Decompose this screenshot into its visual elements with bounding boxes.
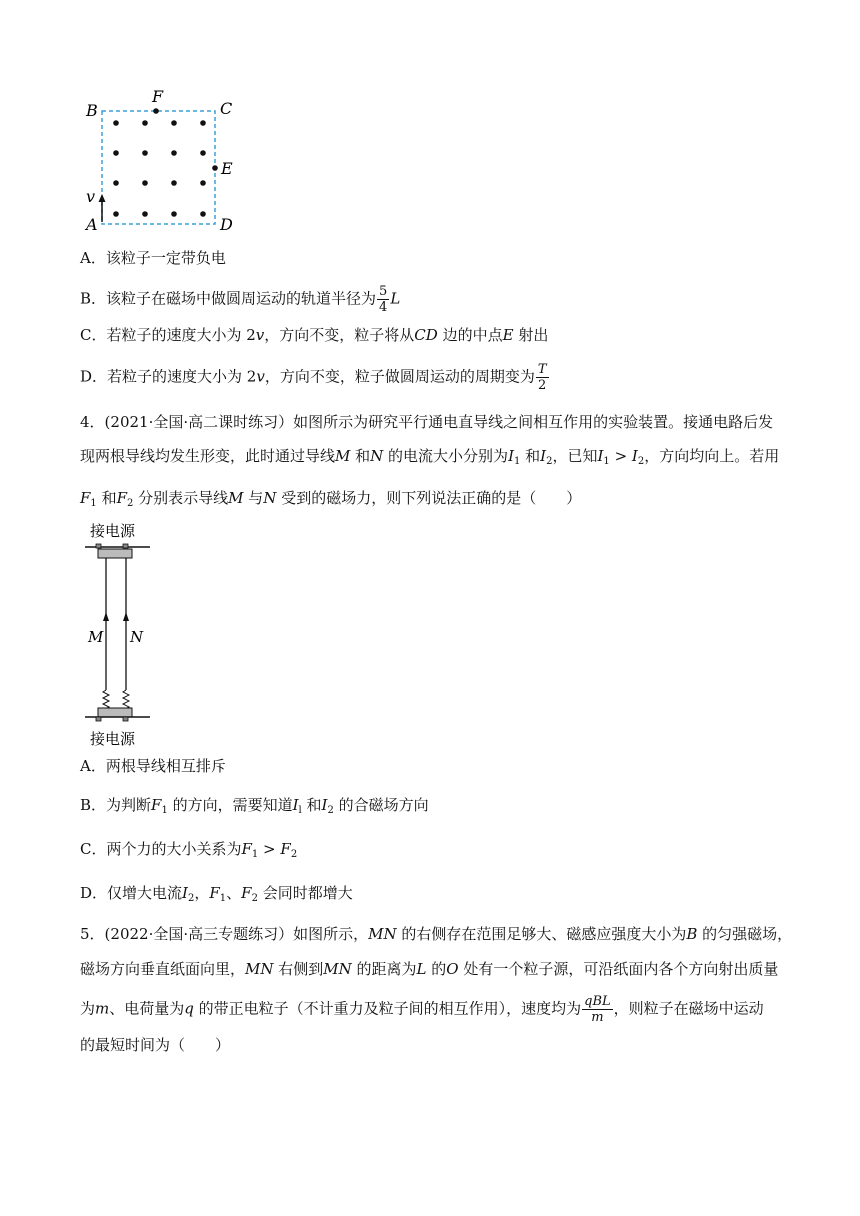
power-label-top: 接电源 xyxy=(90,522,136,540)
q4-stem-line1: 4．(2021·全国·高二课时练习）如图所示为研究平行通电直导线之间相互作用的实验装置。接通电路后发 xyxy=(80,413,774,431)
q3-option-b-text: B．该粒子在磁场中做圆周运动的轨道半径为 xyxy=(80,289,377,308)
top-terminal-block xyxy=(98,549,132,558)
q4-option-b: B．为判断$F_1$ 的方向，需要知道$I_l$ 和$I_2$ 的合磁场方向 xyxy=(80,796,429,816)
fraction-qbl-over-m: $\frac{\text{qBL}}{m}$ xyxy=(584,994,611,1025)
field-boundary xyxy=(102,111,215,224)
q3-option-a: A．该粒子一定带负电 xyxy=(80,249,226,267)
point-f-dot xyxy=(153,108,159,114)
field-dots xyxy=(113,120,206,217)
var-l: L xyxy=(390,289,401,308)
q4-option-a: A．两根导线相互排斥 xyxy=(80,757,226,775)
label-e: E xyxy=(221,159,233,178)
q5-stem-line4: 的最短时间为（ ） xyxy=(80,1036,231,1054)
label-d: D xyxy=(220,215,233,234)
label-f: F xyxy=(152,87,164,106)
power-label-bottom: 接电源 xyxy=(90,730,136,748)
wire-m-arrow xyxy=(103,612,109,621)
fraction-t-half: $\frac{T}{2}$ xyxy=(537,362,547,393)
square-field-diagram xyxy=(80,84,250,234)
label-v: v xyxy=(86,187,96,206)
q3-option-b xyxy=(80,284,400,315)
q3-option-c: C．若粒子的速度大小为 2v，方向不变，粒子将从CD 边的中点E 射出 xyxy=(80,326,549,344)
point-e-dot xyxy=(212,165,218,171)
q4-stem-line2: 现两根导线均发生形变，此时通过导线M 和N 的电流大小分别为$I_1$ 和$I_2$，已知$I_1 > I_2$，方向均向上。若用 xyxy=(80,447,780,467)
bottom-terminal-block xyxy=(98,708,132,717)
velocity-arrow-head xyxy=(99,194,106,202)
q4-option-d: D．仅增大电流$I_2$，$F_1$、$F_2$ 会同时都增大 xyxy=(80,884,353,904)
fraction-five-fourths: $\frac{5}{4}$ xyxy=(379,284,388,315)
q5-stem-line2: 磁场方向垂直纸面向里，MN 右侧到MN 的距离为L 的O 处有一个粒子源，可沿纸面内各个方向射出质量 xyxy=(80,960,779,978)
label-m: M xyxy=(88,628,104,646)
label-n: N xyxy=(130,628,144,646)
label-a: A xyxy=(86,215,98,234)
label-b: B xyxy=(86,101,98,120)
q4-option-c: C．两个力的大小关系为$F_1 > F_2$ xyxy=(80,840,298,860)
parallel-wires-diagram xyxy=(80,518,170,750)
q4-stem-line3: $F_1$ 和$F_2$ 分别表示导线M 与N 受到的磁场力，则下列说法正确的是（ ） xyxy=(80,489,582,509)
label-c: C xyxy=(220,99,233,118)
q3-option-d: D．若粒子的速度大小为 2v，方向不变，粒子做圆周运动的周期变为 $\frac{T}{2}$ xyxy=(80,362,547,393)
q5-stem-line1: 5．(2022·全国·高三专题练习）如图所示，MN 的右侧存在范围足够大、磁感应强度大小为B 的匀强磁场， xyxy=(80,925,793,943)
q5-stem-line3: 为m、电荷量为q 的带正电粒子（不计重力及粒子间的相互作用），速度均为 $\frac{\text{qBL}}{m}$ ，则粒子在磁场中运动 xyxy=(80,994,764,1025)
wire-n-arrow xyxy=(123,612,129,621)
